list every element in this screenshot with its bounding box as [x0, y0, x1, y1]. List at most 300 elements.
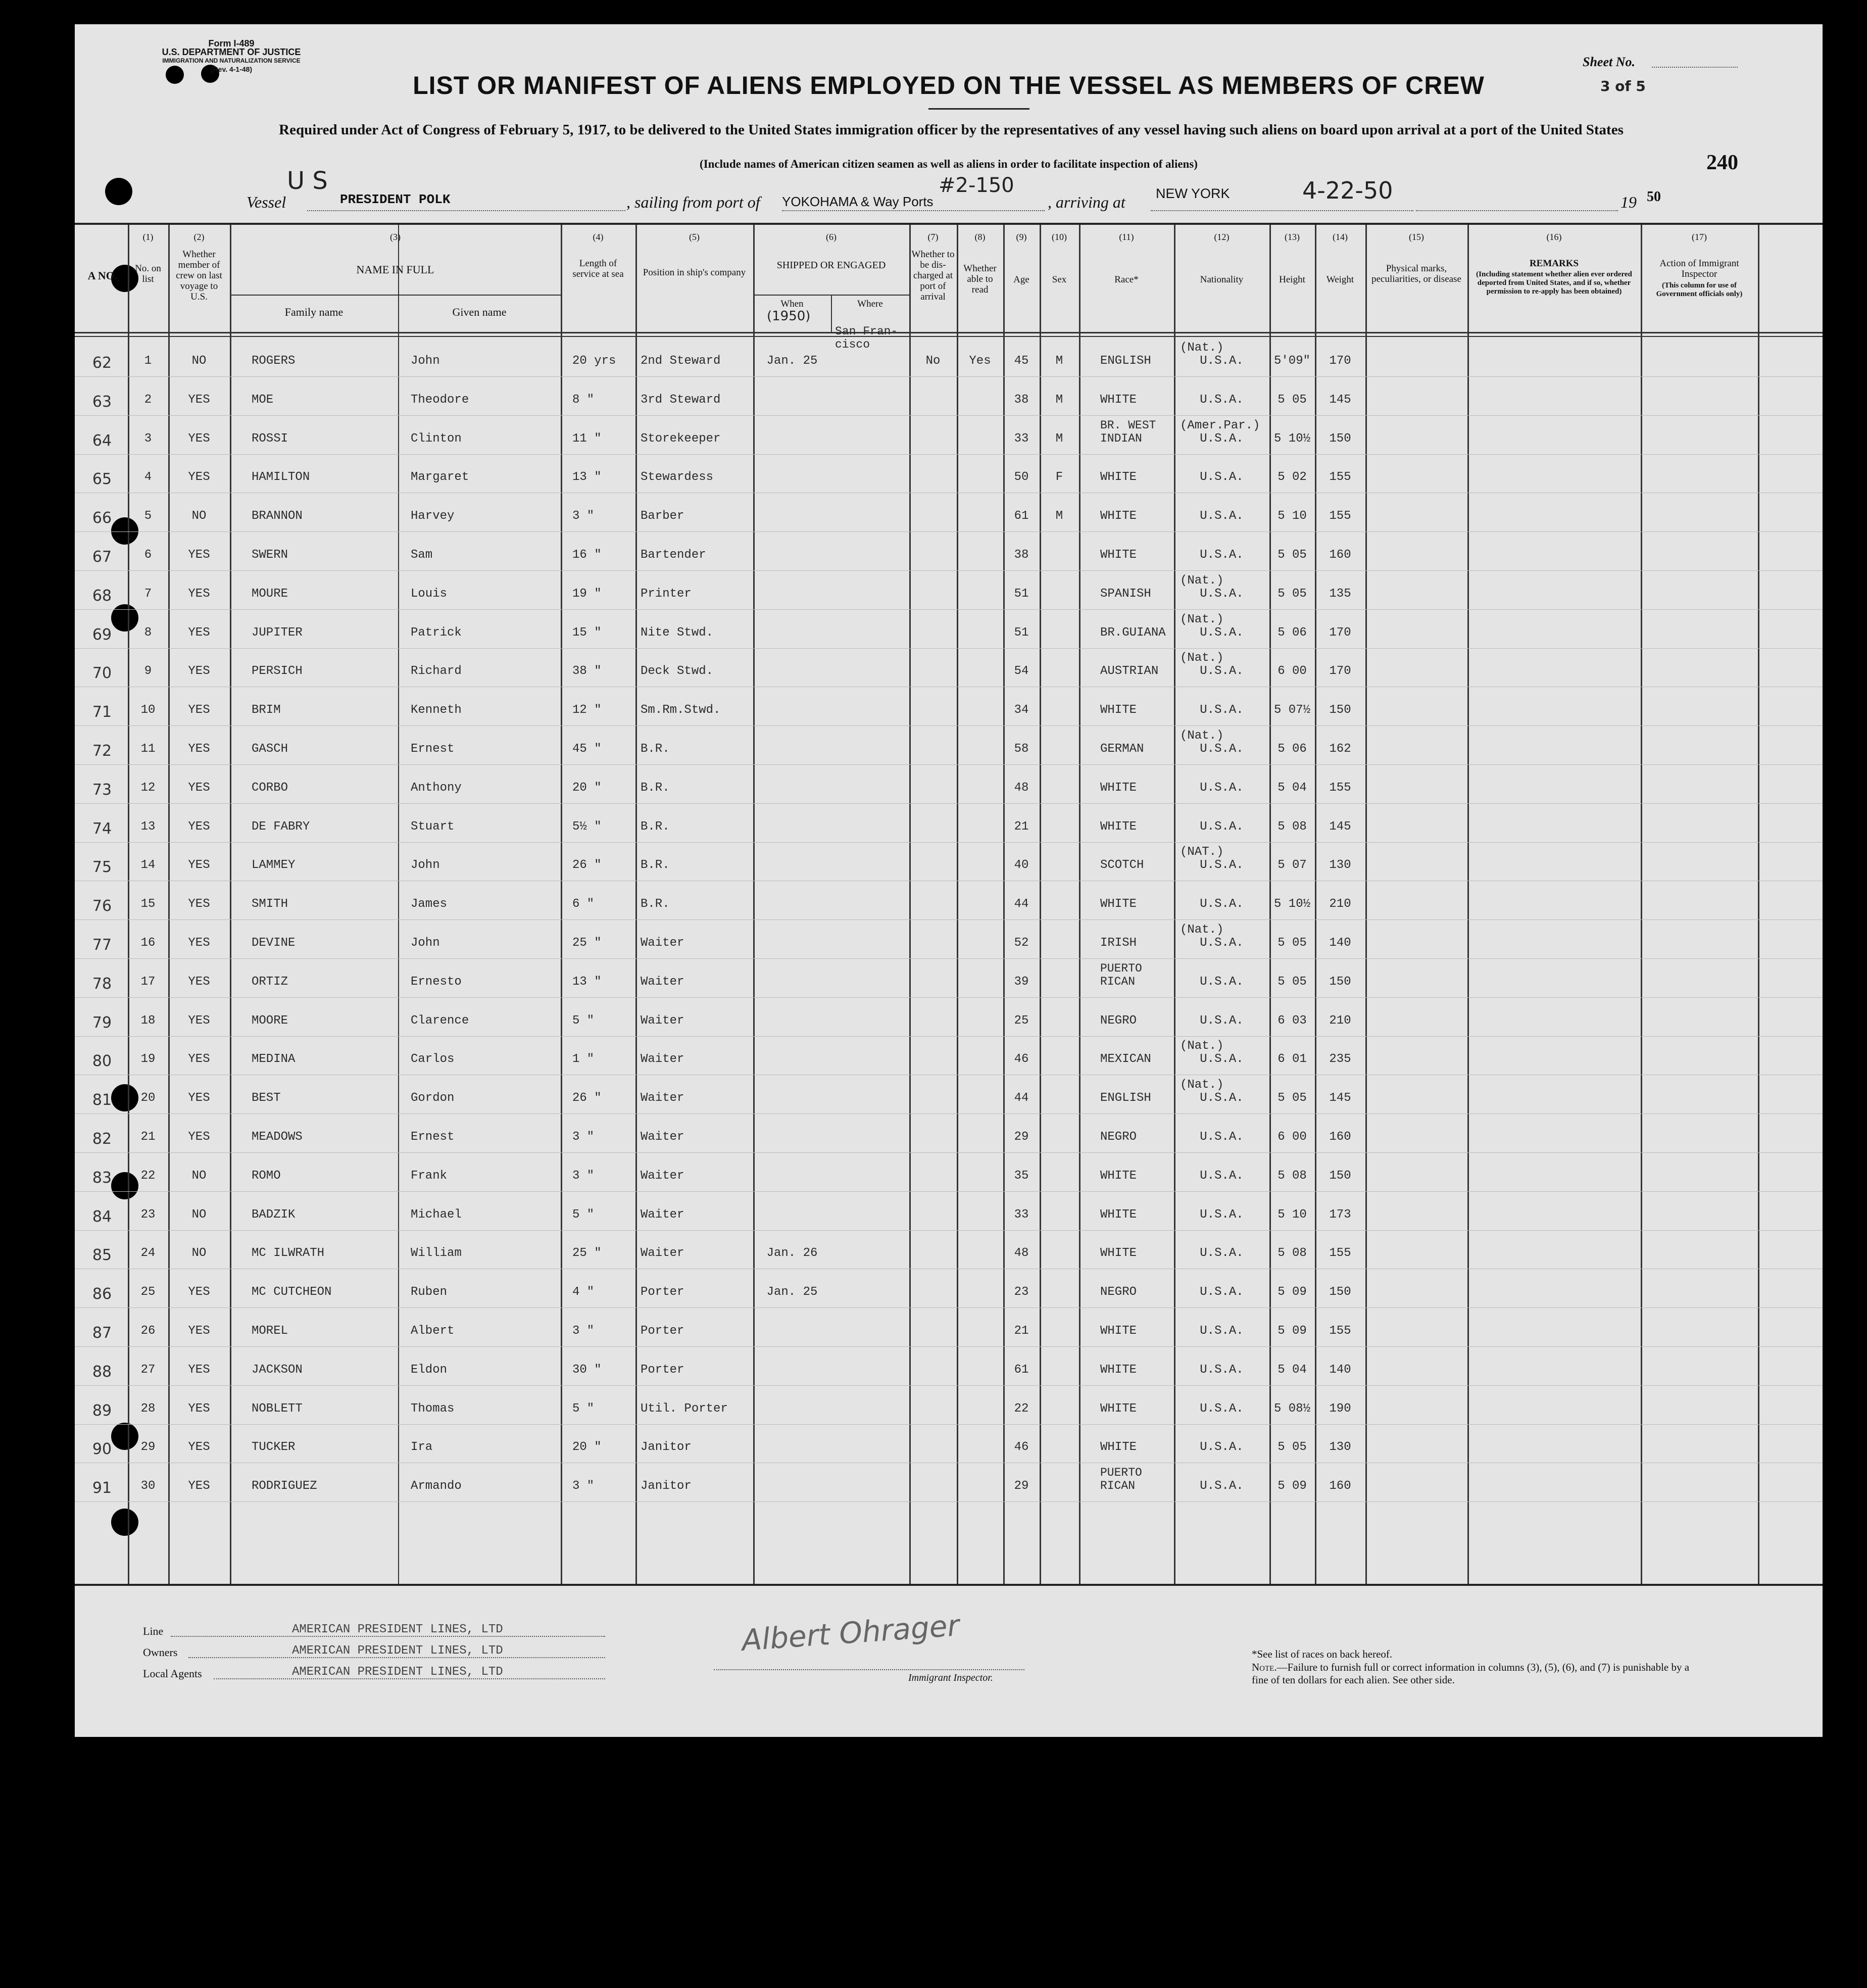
cell-position: Porter: [641, 1363, 684, 1377]
note-label: Note.: [1252, 1661, 1277, 1673]
cell-nationality: U.S.A.: [1200, 431, 1244, 446]
cell-a-no: 90: [92, 1440, 112, 1459]
cell-nationality-note: (NAT.): [1180, 845, 1224, 859]
cell-no-on-list: 17: [140, 975, 156, 989]
cell-height: 5 10: [1278, 1207, 1307, 1222]
cell-given-name: Theodore: [411, 393, 469, 407]
requirement-text: Required under Act of Congress of February 5, 1917, to be delivered to the United States immigration officer by the representatives of any vessel having such aliens on board upon arrival at a port of the United States: [279, 122, 1624, 138]
cell-family-name: MOURE: [252, 587, 288, 601]
cell-prev-voyage: YES: [188, 858, 210, 872]
cell-service: 3 ": [572, 1324, 595, 1338]
cell-height: 5 05: [1278, 936, 1307, 950]
cell-nationality: U.S.A.: [1200, 819, 1244, 834]
cell-nationality: U.S.A.: [1200, 1052, 1244, 1066]
cell-given-name: John: [411, 354, 440, 368]
cell-race: WHITE: [1100, 1324, 1137, 1338]
cell-a-no: 74: [92, 819, 112, 838]
cell-service: 13 ": [572, 470, 602, 484]
cell-family-name: BEST: [252, 1091, 281, 1105]
cell-position: Waiter: [641, 1207, 684, 1222]
cell-prev-voyage: YES: [188, 742, 210, 756]
cell-weight: 130: [1329, 858, 1351, 872]
cell-given-name: William: [411, 1246, 462, 1260]
table-row: [75, 378, 1823, 416]
cell-age: 50: [1014, 470, 1029, 484]
cell-position: Waiter: [641, 975, 684, 989]
cell-nationality: U.S.A.: [1200, 664, 1244, 678]
cell-race: WHITE: [1100, 1363, 1137, 1377]
voyage-number: #2-150: [939, 174, 1014, 197]
cell-race: WHITE: [1100, 509, 1137, 523]
cell-position: B.R.: [641, 897, 670, 911]
header-age: Age: [1013, 274, 1029, 285]
cell-prev-voyage: YES: [188, 703, 210, 717]
form-id-block: [151, 39, 312, 74]
cell-no-on-list: 26: [140, 1324, 156, 1338]
penalty-note: [1252, 1661, 1706, 1686]
cell-nationality: U.S.A.: [1200, 625, 1244, 640]
cell-nationality: U.S.A.: [1200, 548, 1244, 562]
cell-weight: 150: [1329, 1169, 1351, 1183]
punch-hole: [105, 178, 132, 205]
header-sex: Sex: [1052, 274, 1067, 285]
cell-position: B.R.: [641, 858, 670, 872]
cell-family-name: PERSICH: [252, 664, 303, 678]
cell-position: Stewardess: [641, 470, 714, 484]
cell-no-on-list: 27: [140, 1363, 156, 1377]
cell-position: Waiter: [641, 936, 684, 950]
header-inspector-sub: (This column for use of Government officials only): [1656, 281, 1743, 298]
cell-prev-voyage: NO: [191, 1246, 207, 1260]
table-row: [75, 1231, 1823, 1270]
header-15-number: (15): [1409, 232, 1424, 242]
cell-age: 21: [1014, 819, 1029, 834]
table-row: [75, 1076, 1823, 1114]
cell-family-name: TUCKER: [252, 1440, 296, 1454]
cell-prev-voyage: YES: [188, 1324, 210, 1338]
cell-weight: 150: [1329, 703, 1351, 717]
table-row: [75, 960, 1823, 998]
cell-age: 58: [1014, 742, 1029, 756]
cell-no-on-list: 13: [140, 819, 156, 834]
inspector-label: Immigrant Inspector.: [908, 1672, 993, 1683]
cell-no-on-list: 15: [140, 897, 156, 911]
cell-position: Waiter: [641, 1013, 684, 1028]
cell-no-on-list: 22: [140, 1169, 156, 1183]
cell-family-name: SMITH: [252, 897, 288, 911]
cell-height: 5 05: [1278, 1091, 1307, 1105]
cell-given-name: Armando: [411, 1479, 462, 1493]
cell-service: 8 ": [572, 393, 595, 407]
cell-nationality-note: (Amer.Par.): [1180, 418, 1260, 432]
table-row: [75, 1115, 1823, 1153]
cell-nationality: U.S.A.: [1200, 354, 1244, 368]
vessel-label: Vessel: [247, 193, 286, 211]
cell-race: NEGRO: [1100, 1013, 1137, 1028]
cell-given-name: Frank: [411, 1169, 448, 1183]
cell-a-no: 72: [92, 742, 112, 760]
cell-position: Storekeeper: [641, 431, 721, 446]
cell-nationality-note: (Nat.): [1180, 341, 1224, 355]
cell-nationality: U.S.A.: [1200, 1440, 1244, 1454]
header-7-number: (7): [927, 232, 939, 242]
form-number: Form I-489: [208, 38, 255, 49]
cell-weight: 140: [1329, 1363, 1351, 1377]
cell-given-name: Margaret: [411, 470, 469, 484]
cell-family-name: MC CUTCHEON: [252, 1285, 332, 1299]
line-label: Line: [143, 1625, 164, 1637]
cell-a-no: 91: [92, 1479, 112, 1497]
cell-race: GERMAN: [1100, 742, 1144, 756]
cell-race: WHITE: [1100, 897, 1137, 911]
cell-prev-voyage: NO: [191, 1169, 207, 1183]
cell-given-name: Kenneth: [411, 703, 462, 717]
cell-a-no: 75: [92, 858, 112, 877]
header-when-year: (1950): [767, 309, 811, 324]
page-stamp: 240: [1706, 151, 1738, 174]
cell-prev-voyage: YES: [188, 819, 210, 834]
cell-nationality: U.S.A.: [1200, 509, 1244, 523]
cell-nationality: U.S.A.: [1200, 1013, 1244, 1028]
cell-a-no: 63: [92, 393, 112, 411]
cell-where: San Fran- cisco: [835, 325, 898, 351]
cell-a-no: 64: [92, 431, 112, 450]
cell-service: 19 ": [572, 587, 602, 601]
cell-nationality: U.S.A.: [1200, 1207, 1244, 1222]
cell-prev-voyage: YES: [188, 975, 210, 989]
header-nationality: Nationality: [1200, 274, 1244, 285]
cell-given-name: James: [411, 897, 448, 911]
table-row: [75, 533, 1823, 571]
cell-position: Deck Stwd.: [641, 664, 714, 678]
cell-age: 40: [1014, 858, 1029, 872]
header-8-number: (8): [974, 232, 986, 242]
table-row: [75, 572, 1823, 610]
cell-age: 23: [1014, 1285, 1029, 1299]
cell-no-on-list: 3: [144, 431, 152, 446]
cell-age: 33: [1014, 1207, 1029, 1222]
header-remarks: REMARKS: [1529, 258, 1579, 269]
cell-prev-voyage: YES: [188, 625, 210, 640]
cell-height: 5 04: [1278, 781, 1307, 795]
table-row: [75, 1193, 1823, 1231]
cell-age: 61: [1014, 1363, 1029, 1377]
cell-a-no: 80: [92, 1052, 112, 1071]
cell-height: 5 06: [1278, 742, 1307, 756]
cell-given-name: John: [411, 936, 440, 950]
header-11-number: (11): [1119, 232, 1134, 242]
line-value: AMERICAN PRESIDENT LINES, LTD: [292, 1623, 503, 1636]
cell-family-name: NOBLETT: [252, 1401, 303, 1416]
cell-height: 5 04: [1278, 1363, 1307, 1377]
cell-race: WHITE: [1100, 781, 1137, 795]
cell-nationality: U.S.A.: [1200, 393, 1244, 407]
cell-height: 5 09: [1278, 1479, 1307, 1493]
cell-race: NEGRO: [1100, 1130, 1137, 1144]
cell-sex: M: [1055, 431, 1063, 446]
header-given-name: Given name: [452, 306, 507, 318]
cell-nationality-note: (Nat.): [1180, 612, 1224, 626]
cell-no-on-list: 21: [140, 1130, 156, 1144]
table-row: [75, 1464, 1823, 1502]
manifest-sheet: [75, 24, 1823, 1737]
cell-given-name: Ruben: [411, 1285, 448, 1299]
cell-given-name: Patrick: [411, 625, 462, 640]
agents-label: Local Agents: [143, 1667, 202, 1680]
header-prev-voyage: Whether member of crew on last voyage to U.S.: [176, 249, 222, 302]
cell-when: Jan. 26: [766, 1246, 818, 1260]
form-revision: (Rev. 4-1-48): [210, 65, 253, 73]
cell-service: 25 ": [572, 936, 602, 950]
cell-nationality: U.S.A.: [1200, 1363, 1244, 1377]
cell-age: 22: [1014, 1401, 1029, 1416]
cell-a-no: 83: [92, 1169, 112, 1187]
cell-no-on-list: 12: [140, 781, 156, 795]
cell-given-name: Ira: [411, 1440, 433, 1454]
cell-nationality-note: (Nat.): [1180, 1039, 1224, 1053]
header-1-number: (1): [142, 232, 154, 242]
cell-service: 1 ": [572, 1052, 595, 1066]
cell-race: WHITE: [1100, 1246, 1137, 1260]
cell-nationality: U.S.A.: [1200, 975, 1244, 989]
cell-nationality: U.S.A.: [1200, 1246, 1244, 1260]
cell-family-name: DE FABRY: [252, 819, 310, 834]
cell-a-no: 67: [92, 548, 112, 566]
cell-weight: 235: [1329, 1052, 1351, 1066]
cell-given-name: Louis: [411, 587, 448, 601]
header-inspector-action: Action of Immigrant Inspector: [1659, 258, 1739, 279]
cell-prev-voyage: YES: [188, 1363, 210, 1377]
cell-service: 13 ": [572, 975, 602, 989]
department-name: U.S. DEPARTMENT OF JUSTICE: [162, 47, 301, 57]
cell-age: 25: [1014, 1013, 1029, 1028]
cell-nationality: U.S.A.: [1200, 470, 1244, 484]
table-row: [75, 417, 1823, 455]
cell-given-name: Eldon: [411, 1363, 448, 1377]
cell-position: Waiter: [641, 1169, 684, 1183]
cell-given-name: Harvey: [411, 509, 455, 523]
cell-height: 5 05: [1278, 975, 1307, 989]
cell-a-no: 69: [92, 625, 112, 644]
cell-race: WHITE: [1100, 1401, 1137, 1416]
cell-a-no: 79: [92, 1013, 112, 1032]
header-height: Height: [1279, 274, 1305, 285]
cell-nationality: U.S.A.: [1200, 1479, 1244, 1493]
cell-no-on-list: 14: [140, 858, 156, 872]
cell-age: 33: [1014, 431, 1029, 446]
cell-height: 5 07½: [1273, 703, 1310, 717]
cell-age: 51: [1014, 625, 1029, 640]
cell-service: 3 ": [572, 1169, 595, 1183]
cell-race: WHITE: [1100, 1207, 1137, 1222]
note-text: —Failure to furnish full or correct information in columns (3), (5), (6), and (7) is punishable by a fine of ten dollars for each alien. See other side.: [1252, 1661, 1690, 1686]
cell-weight: 160: [1329, 1479, 1351, 1493]
table-row: [75, 805, 1823, 843]
cell-family-name: JUPITER: [252, 625, 303, 640]
table-row: [75, 882, 1823, 920]
cell-service: 4 ": [572, 1285, 595, 1299]
cell-no-on-list: 8: [144, 625, 152, 640]
cell-position: Waiter: [641, 1052, 684, 1066]
cell-family-name: SWERN: [252, 548, 288, 562]
vessel-prefix: U S: [287, 167, 328, 195]
cell-family-name: MC ILWRATH: [252, 1246, 325, 1260]
cell-service: 5 ": [572, 1013, 595, 1028]
cell-race: NEGRO: [1100, 1285, 1137, 1299]
cell-nationality: U.S.A.: [1200, 1169, 1244, 1183]
cell-service: 12 ": [572, 703, 602, 717]
cell-a-no: 81: [92, 1091, 112, 1109]
cell-position: B.R.: [641, 819, 670, 834]
cell-prev-voyage: YES: [188, 470, 210, 484]
vessel-name: PRESIDENT POLK: [340, 192, 451, 207]
cell-prev-voyage: YES: [188, 1285, 210, 1299]
cell-a-no: 82: [92, 1130, 112, 1148]
cell-able-to-read: Yes: [969, 354, 991, 368]
cell-nationality: U.S.A.: [1200, 587, 1244, 601]
cell-service: 38 ": [572, 664, 602, 678]
cell-position: Waiter: [641, 1130, 684, 1144]
include-note: (Include names of American citizen seamen as well as aliens in order to facilitate inspection of aliens): [700, 158, 1198, 170]
cell-race: BR. WEST INDIAN: [1100, 418, 1156, 445]
cell-given-name: Ernest: [411, 1130, 455, 1144]
header-5-number: (5): [689, 232, 700, 242]
cell-given-name: Clarence: [411, 1013, 469, 1028]
cell-weight: 140: [1329, 936, 1351, 950]
cell-position: Util. Porter: [641, 1401, 728, 1416]
cell-sex: M: [1055, 509, 1063, 523]
cell-family-name: GASCH: [252, 742, 288, 756]
cell-position: Bartender: [641, 548, 706, 562]
cell-given-name: Ernest: [411, 742, 455, 756]
cell-height: 6 01: [1278, 1052, 1307, 1066]
header-2-number: (2): [193, 232, 205, 242]
header-physical-marks: Physical marks, peculiarities, or disease: [1371, 263, 1461, 284]
cell-prev-voyage: NO: [191, 354, 207, 368]
cell-service: 30 ": [572, 1363, 602, 1377]
cell-race: WHITE: [1100, 1169, 1137, 1183]
cell-no-on-list: 28: [140, 1401, 156, 1416]
header-no-on-list: No. on list: [135, 263, 161, 284]
cell-weight: 150: [1329, 431, 1351, 446]
cell-race: MEXICAN: [1100, 1052, 1151, 1066]
cell-family-name: LAMMEY: [252, 858, 296, 872]
cell-prev-voyage: YES: [188, 1013, 210, 1028]
cell-position: Janitor: [641, 1479, 692, 1493]
cell-no-on-list: 16: [140, 936, 156, 950]
cell-weight: 210: [1329, 897, 1351, 911]
cell-discharged: No: [925, 354, 941, 368]
cell-race: SPANISH: [1100, 587, 1151, 601]
table-row: [75, 688, 1823, 726]
cell-race: WHITE: [1100, 393, 1137, 407]
table-row: [75, 999, 1823, 1037]
cell-height: 5'09": [1273, 354, 1310, 368]
cell-prev-voyage: YES: [188, 1401, 210, 1416]
cell-no-on-list: 29: [140, 1440, 156, 1454]
cell-no-on-list: 24: [140, 1246, 156, 1260]
header-family-name: Family name: [284, 306, 343, 318]
cell-weight: 210: [1329, 1013, 1351, 1028]
cell-position: Printer: [641, 587, 692, 601]
cell-nationality: U.S.A.: [1200, 936, 1244, 950]
crew-table: [75, 223, 1823, 1586]
service-name: IMMIGRATION AND NATURALIZATION SERVICE: [162, 57, 301, 64]
cell-weight: 160: [1329, 548, 1351, 562]
cell-age: 38: [1014, 548, 1029, 562]
table-row: [75, 1387, 1823, 1425]
cell-service: 3 ": [572, 509, 595, 523]
cell-service: 25 ": [572, 1246, 602, 1260]
cell-prev-voyage: NO: [191, 1207, 207, 1222]
cell-no-on-list: 9: [144, 664, 152, 678]
cell-prev-voyage: YES: [188, 1130, 210, 1144]
cell-race: WHITE: [1100, 548, 1137, 562]
cell-a-no: 71: [92, 703, 112, 721]
cell-given-name: Sam: [411, 548, 433, 562]
cell-weight: 170: [1329, 664, 1351, 678]
cell-a-no: 70: [92, 664, 112, 683]
header-9-number: (9): [1016, 232, 1027, 242]
cell-race: WHITE: [1100, 470, 1137, 484]
cell-nationality: U.S.A.: [1200, 742, 1244, 756]
cell-prev-voyage: YES: [188, 1479, 210, 1493]
cell-weight: 162: [1329, 742, 1351, 756]
cell-given-name: Gordon: [411, 1091, 455, 1105]
cell-nationality-note: (Nat.): [1180, 729, 1224, 743]
cell-age: 21: [1014, 1324, 1029, 1338]
owners-label: Owners: [143, 1646, 178, 1659]
cell-a-no: 73: [92, 781, 112, 799]
cell-no-on-list: 10: [140, 703, 156, 717]
cell-no-on-list: 18: [140, 1013, 156, 1028]
cell-family-name: BRANNON: [252, 509, 303, 523]
cell-nationality-note: (Nat.): [1180, 1078, 1224, 1092]
cell-nationality: U.S.A.: [1200, 781, 1244, 795]
cell-position: B.R.: [641, 781, 670, 795]
cell-position: B.R.: [641, 742, 670, 756]
cell-age: 46: [1014, 1052, 1029, 1066]
cell-age: 54: [1014, 664, 1029, 678]
cell-race: WHITE: [1100, 1440, 1137, 1454]
cell-height: 5 10½: [1273, 431, 1310, 446]
cell-a-no: 62: [92, 354, 112, 372]
cell-no-on-list: 19: [140, 1052, 156, 1066]
header-when: When: [780, 299, 804, 309]
inspector-signature: Albert Ohrager: [741, 1608, 961, 1658]
cell-no-on-list: 20: [140, 1091, 156, 1105]
cell-race: PUERTO RICAN: [1100, 1466, 1142, 1493]
cell-height: 5 09: [1278, 1285, 1307, 1299]
cell-height: 5 10½: [1273, 897, 1310, 911]
cell-family-name: RODRIGUEZ: [252, 1479, 317, 1493]
cell-height: 5 05: [1278, 1440, 1307, 1454]
cell-given-name: Albert: [411, 1324, 455, 1338]
cell-height: 5 09: [1278, 1324, 1307, 1338]
header-12-number: (12): [1214, 232, 1230, 242]
cell-sex: M: [1055, 393, 1063, 407]
cell-nationality: U.S.A.: [1200, 1130, 1244, 1144]
cell-prev-voyage: YES: [188, 781, 210, 795]
header-a-no: A NO.: [87, 269, 118, 282]
header-14-number: (14): [1333, 232, 1348, 242]
cell-height: 6 03: [1278, 1013, 1307, 1028]
table-row: [75, 455, 1823, 494]
cell-height: 6 00: [1278, 664, 1307, 678]
table-row: [75, 1425, 1823, 1464]
cell-prev-voyage: YES: [188, 587, 210, 601]
cell-service: 5 ": [572, 1207, 595, 1222]
